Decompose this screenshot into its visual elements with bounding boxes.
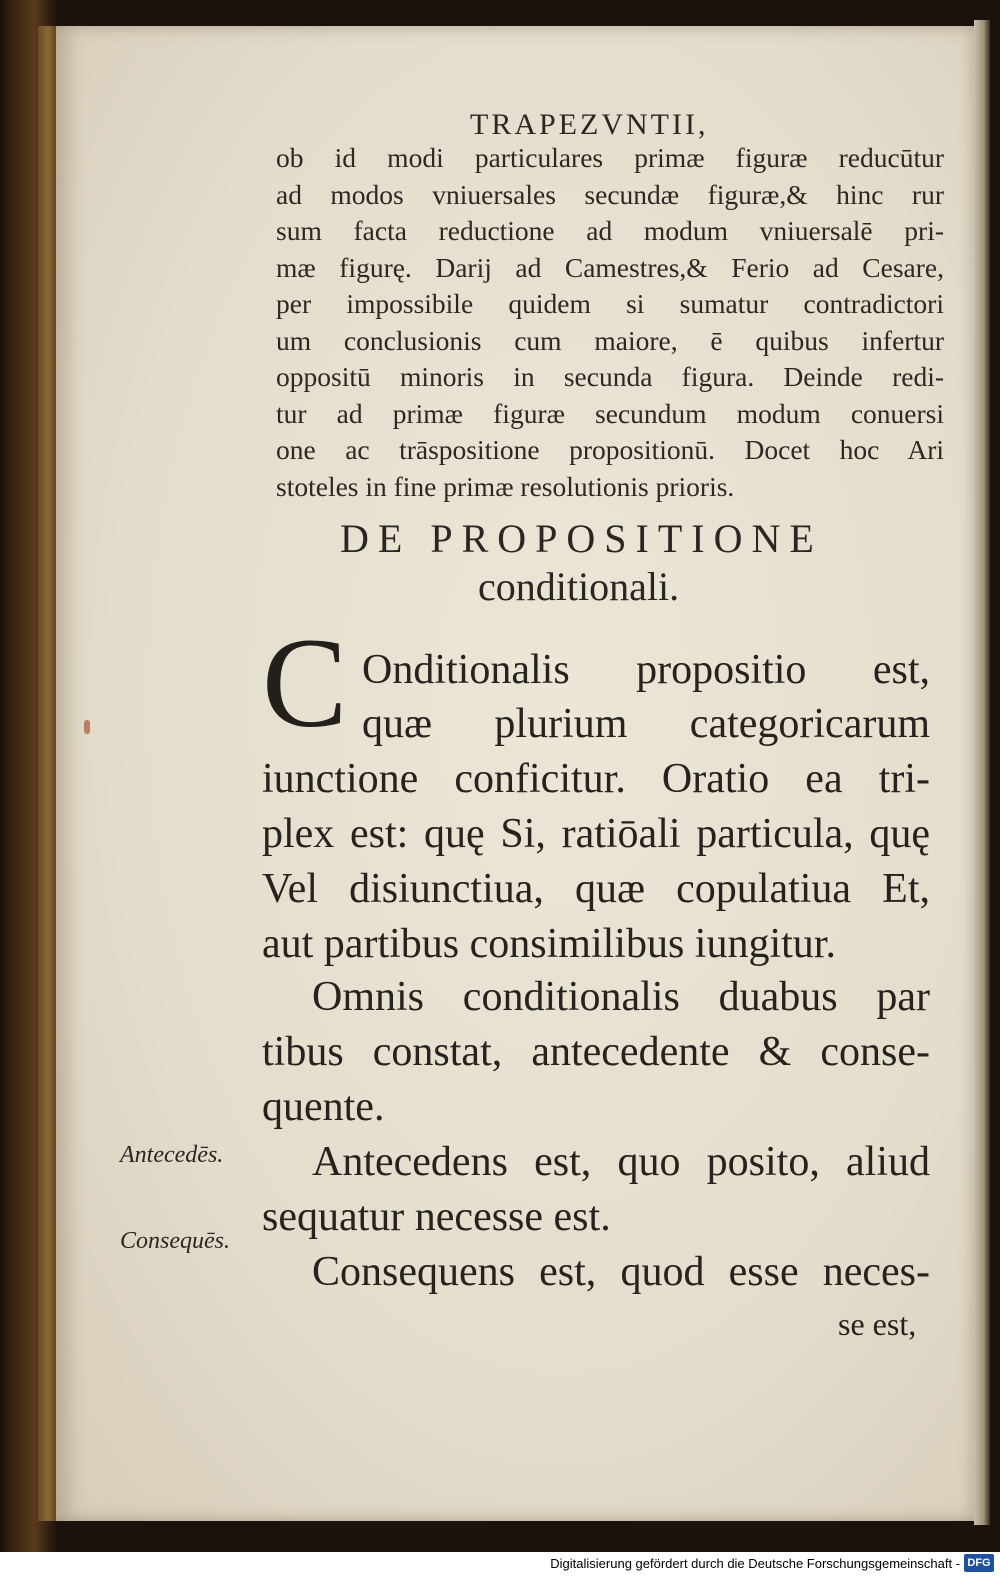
text-line: oppositū minoris in secunda figura. Deinde redi- xyxy=(276,361,944,392)
text-block-top xyxy=(276,140,944,505)
text-line: aut partibus consimilibus iungitur. xyxy=(262,921,836,967)
book-cover-edge xyxy=(38,26,58,1521)
text-line: Antecedens est, quo posito, aliud xyxy=(312,1139,930,1185)
marginal-note: Consequēs. xyxy=(120,1228,230,1254)
running-head: TRAPEZVNTII, xyxy=(470,108,709,141)
text-line: quente. xyxy=(262,1084,385,1130)
text-line: one ac trāspositione propositionū. Docet hoc Ari xyxy=(276,434,944,465)
dfg-logo-icon: DFG xyxy=(964,1554,994,1572)
page-right-edge xyxy=(974,20,990,1525)
text-line: stoteles in fine primæ resolutionis prioris. xyxy=(276,470,735,502)
text-line: mæ figurę. Darij ad Camestres,& Ferio ad Cesare, xyxy=(276,251,944,283)
text-line: tur ad primæ figuræ secundum modum conuersi xyxy=(276,397,944,429)
text-line: um conclusionis cum maiore, ē quibus infertur xyxy=(276,324,944,356)
text-line: Vel disiunctiua, quæ copulatiua Et, xyxy=(262,866,930,912)
text-line: Onditionalis propositio est, xyxy=(362,647,930,693)
text-line: ad modos vniuersales secundæ figuræ,& hinc rur xyxy=(276,178,944,210)
text-line: iunctione conficitur. Oratio ea tri- xyxy=(262,756,930,802)
text-line: plex est: quę Si, ratiōali particula, quę xyxy=(262,811,930,857)
catchword: se est, xyxy=(838,1306,917,1342)
text-line: quæ plurium categoricarum xyxy=(362,701,930,747)
marginal-note: Antecedēs. xyxy=(120,1142,224,1168)
page-stain xyxy=(84,720,90,734)
footer-credit: Digitalisierung gefördert durch die Deutsche Forschungsgemeinschaft - xyxy=(550,1556,960,1571)
text-line: Consequens est, quod esse neces- xyxy=(312,1249,930,1295)
text-line: sequatur necesse est. xyxy=(262,1194,611,1240)
text-line: per impossibile quidem si sumatur contradictori xyxy=(276,288,944,319)
text-line: ob id modi particulares primæ figuræ reducūtur xyxy=(276,142,944,173)
text-line: sum facta reductione ad modum vniuersalē pri- xyxy=(276,215,944,246)
drop-cap: C xyxy=(262,612,348,754)
section-heading: DE PROPOSITIONE xyxy=(340,516,823,561)
text-line: tibus constat, antecedente & conse- xyxy=(262,1029,930,1075)
text-line: Omnis conditionalis duabus par xyxy=(312,974,930,1020)
section-subheading: conditionali. xyxy=(478,564,680,609)
